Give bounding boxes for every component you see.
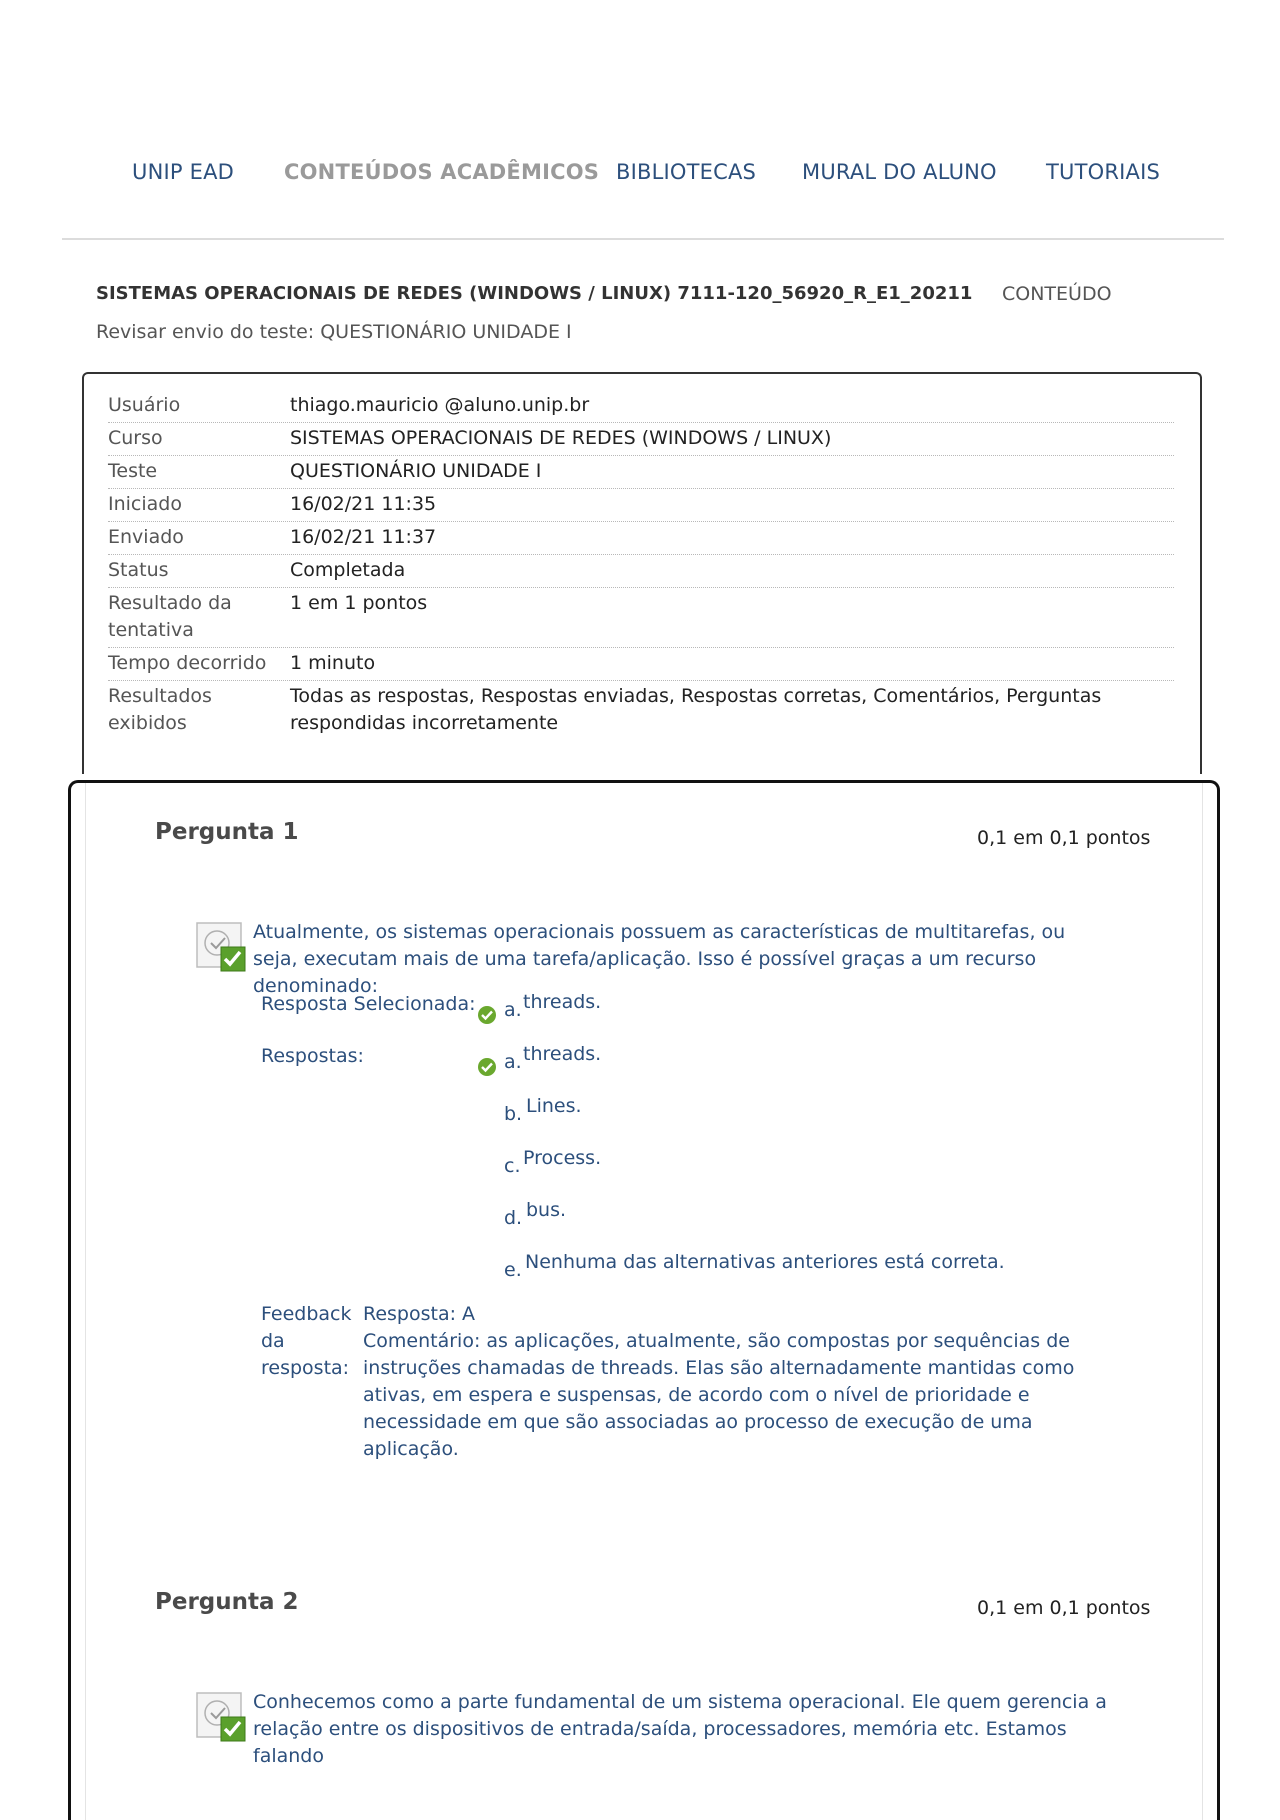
info-row-teste: [108, 456, 1174, 489]
answers-label: Respostas:: [261, 1045, 364, 1067]
check-icon: [477, 1005, 497, 1025]
option-text: Nenhuma das alternativas anteriores está correta.: [525, 1251, 1005, 1273]
info-key: Resultados exibidos: [108, 685, 212, 734]
info-row-enviado: [108, 522, 1174, 555]
question-1-points: 0,1 em 0,1 pontos: [977, 827, 1151, 849]
question-1-title: Pergunta 1: [155, 819, 299, 845]
nav-unip-ead[interactable]: UNIP EAD: [132, 160, 235, 184]
question-1-text: Atualmente, os sistemas operacionais possuem as características de multitarefas, ou seja, executam mais de uma tarefa/aplicação. Isso é possível graças a um recurso denominado:: [253, 921, 1066, 997]
feedback-label: Feedback da resposta:: [261, 1303, 352, 1379]
nav-mural-do-aluno[interactable]: MURAL DO ALUNO: [802, 160, 997, 184]
attempt-info-table: [108, 390, 1174, 740]
info-value: 1 minuto: [290, 652, 376, 674]
correct-answer-icon: [195, 921, 247, 973]
question-2-points: 0,1 em 0,1 pontos: [977, 1597, 1151, 1619]
nav-tutoriais[interactable]: TUTORIAIS: [1046, 160, 1161, 184]
content-link[interactable]: CONTEÚDO: [1002, 283, 1112, 305]
feedback-comment: Comentário: as aplicações, atualmente, são compostas por sequências de instruções chamadas de threads. Elas são alternadamente mantidas como ativas, em espera e suspensas, de acordo com o nível de prioridade e necessidade em que são associadas ao processo de execução de uma aplicação.: [363, 1330, 1075, 1460]
option-text: threads.: [523, 1043, 602, 1065]
selected-answer-letter: a.: [504, 999, 522, 1021]
info-key: Status: [108, 559, 169, 581]
info-value: QUESTIONÁRIO UNIDADE I: [290, 460, 542, 482]
info-value: 16/02/21 11:37: [290, 526, 437, 548]
info-key: Resultado da tentativa: [108, 592, 232, 641]
info-row-resultado: [108, 588, 1174, 648]
option-letter: c.: [504, 1155, 521, 1177]
question-2-text: Conhecemos como a parte fundamental de um sistema operacional. Ele quem gerencia a relação entre os dispositivos de entrada/saída, processadores, memória etc. Estamos falando: [253, 1691, 1107, 1767]
questions-panel: [68, 780, 1220, 1820]
info-value: thiago.mauricio @aluno.unip.br: [290, 394, 590, 416]
selected-answer-text: threads.: [523, 991, 602, 1013]
info-value: SISTEMAS OPERACIONAIS DE REDES (WINDOWS / LINUX): [290, 427, 832, 449]
info-key: Teste: [108, 460, 158, 482]
info-key: Iniciado: [108, 493, 182, 515]
option-text: bus.: [526, 1199, 567, 1221]
info-key: Curso: [108, 427, 163, 449]
option-text: Process.: [523, 1147, 602, 1169]
option-letter: b.: [504, 1103, 523, 1125]
info-value: Completada: [290, 559, 406, 581]
info-key: Usuário: [108, 394, 181, 416]
info-key: Enviado: [108, 526, 184, 548]
option-letter: e.: [504, 1259, 522, 1281]
info-value: Todas as respostas, Respostas enviadas, Respostas corretas, Comentários, Perguntas respondidas incorretamente: [290, 685, 1102, 734]
info-row-status: [108, 555, 1174, 588]
info-value: 16/02/21 11:35: [290, 493, 437, 515]
nav-divider: [62, 238, 1224, 240]
info-value: 1 em 1 pontos: [290, 592, 428, 614]
option-text: Lines.: [526, 1095, 582, 1117]
selected-answer-label: Resposta Selecionada:: [261, 993, 476, 1015]
attempt-info-panel: [82, 372, 1202, 774]
nav-bibliotecas[interactable]: BIBLIOTECAS: [616, 160, 757, 184]
check-icon: [477, 1057, 497, 1077]
nav-conteudos-academicos[interactable]: CONTEÚDOS ACADÊMICOS: [284, 160, 600, 184]
question-2-title: Pergunta 2: [155, 1589, 299, 1615]
option-letter: d.: [504, 1207, 523, 1229]
info-row-iniciado: [108, 489, 1174, 522]
course-title: SISTEMAS OPERACIONAIS DE REDES (WINDOWS / LINUX) 7111-120_56920_R_E1_20211: [96, 283, 973, 304]
option-letter: a.: [504, 1051, 522, 1073]
info-row-tempo: [108, 648, 1174, 681]
feedback-answer: Resposta: A: [363, 1303, 476, 1325]
info-key: Tempo decorrido: [108, 652, 267, 674]
info-row-resultados-exibidos: [108, 681, 1174, 740]
info-row-usuario: [108, 390, 1174, 423]
correct-answer-icon: [195, 1691, 247, 1743]
info-row-curso: [108, 423, 1174, 456]
breadcrumb: Revisar envio do teste: QUESTIONÁRIO UNIDADE I: [96, 321, 572, 343]
